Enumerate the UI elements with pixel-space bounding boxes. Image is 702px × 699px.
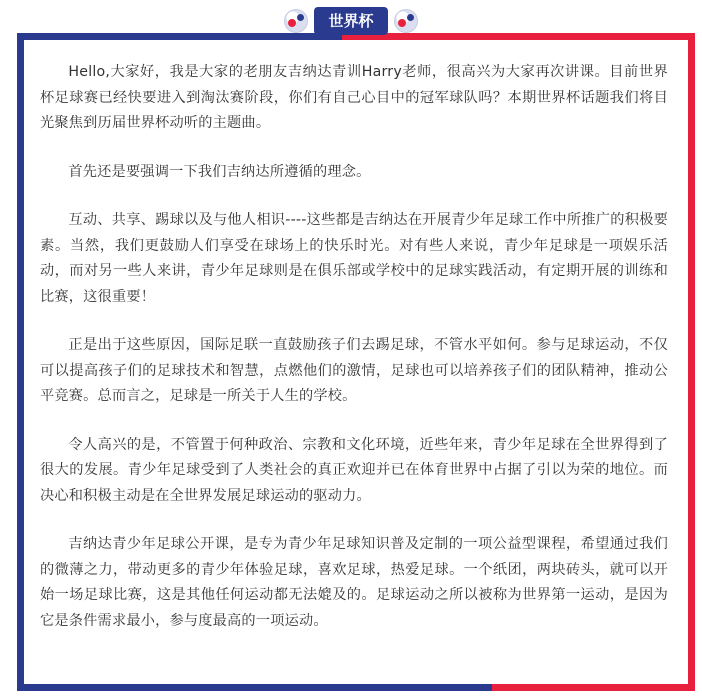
section-header xyxy=(0,6,702,36)
paragraph-development: 令人高兴的是，不管置于何种政治、宗教和文化环境，近些年来，青少年足球在全世界得到了很大的发展。青少年足球受到了人类社会的真正欢迎并已在体育世界中占据了引以为荣的地位。而决心和积极主动是在全世界发展足球运动的驱动力。 xyxy=(40,436,668,504)
article-body xyxy=(40,60,668,657)
frame-bottom-red-bar xyxy=(492,684,695,691)
soccer-ball-icon xyxy=(394,9,418,33)
paragraph-intro: Hello,大家好，我是大家的老朋友吉纳达青训Harry老师，很高兴为大家再次讲课。目前世界杯足球赛已经快要进入到淘汰赛阶段，你们有自己心目中的冠军球队吗？本期世界杯话题我们将目光聚焦到历届世界杯动听的主题曲。 xyxy=(40,64,668,131)
section-title-badge: 世界杯 xyxy=(314,7,387,35)
paragraph-philosophy: 首先还是要强调一下我们吉纳达所遵循的理念。 xyxy=(68,163,371,180)
frame-right-bar xyxy=(688,33,695,691)
soccer-ball-icon xyxy=(284,9,308,33)
frame-left-bar xyxy=(17,33,24,691)
paragraph-fifa: 正是出于这些原因，国际足联一直鼓励孩子们去踢足球，不管水平如何。参与足球运动，不仅可以提高孩子们的足球技术和智慧，点燃他们的激情，足球也可以培养孩子们的团队精神，推动公平竞赛。总而言之，足球是一所关于人生的学校。 xyxy=(40,337,668,404)
paragraph-elements: 互动、共享、踢球以及与他人相识----这些都是吉纳达在开展青少年足球工作中所推广的积极要素。当然，我们更鼓励人们享受在球场上的快乐时光。对有些人来说，青少年足球是一项娱乐活动，而对另一些人来讲，青少年足球则是在俱乐部或学校中的足球实践活动，有定期开展的训练和比赛，这很重要！ xyxy=(40,212,668,305)
paragraph-course: 吉纳达青少年足球公开课，是专为青少年足球知识普及定制的一项公益型课程，希望通过我们的微薄之力，带动更多的青少年体验足球，喜欢足球，热爱足球。一个纸团，两块砖头，就可以开始一场足球比赛，这是其他任何运动都无法媲及的。足球运动之所以被称为世界第一运动，是因为它是条件需求最小，参与度最高的一项运动。 xyxy=(40,536,668,629)
